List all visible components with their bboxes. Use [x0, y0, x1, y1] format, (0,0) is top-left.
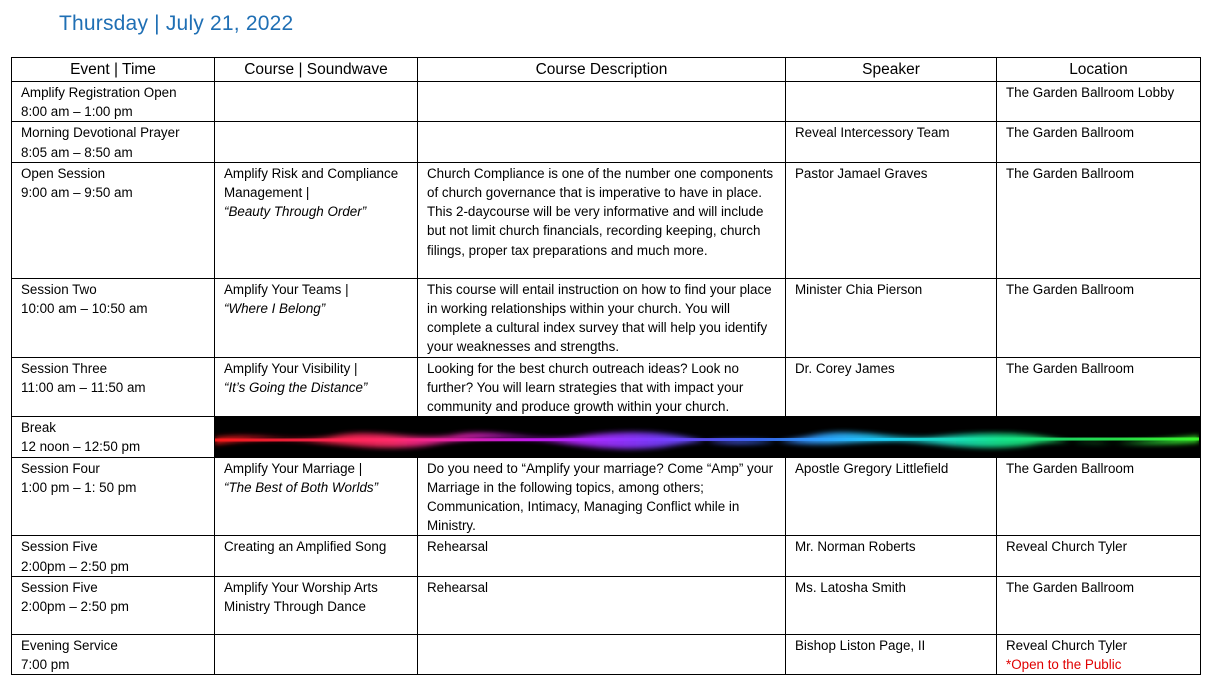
course-title: Amplify Your Teams |: [224, 281, 349, 297]
location-cell: The Garden Ballroom Lobby: [997, 82, 1201, 122]
speaker-cell: Mr. Norman Roberts: [786, 536, 997, 576]
description-cell: [418, 82, 786, 122]
description-cell: Rehearsal: [418, 536, 786, 576]
description-cell: Church Compliance is one of the number one components of church governance that is imperative to have in place. This 2-daycourse will be very informative and will include but not limit church financials, recording keeping, church filings, proper tax preparations and much more.: [418, 162, 786, 278]
description-cell: Rehearsal: [418, 576, 786, 634]
course-cell: [215, 357, 418, 417]
event-time: 10:00 am – 10:50 am: [21, 301, 148, 317]
header-description: Course Description: [418, 58, 786, 82]
header-event-time: Event | Time: [12, 58, 215, 82]
table-row: [12, 634, 1201, 674]
speaker-cell: Apostle Gregory Littlefield: [786, 457, 997, 536]
table-row: [12, 162, 1201, 278]
location-cell: Reveal Church Tyler: [997, 536, 1201, 576]
speaker-cell: [786, 82, 997, 122]
location-cell: The Garden Ballroom: [997, 576, 1201, 634]
course-cell: [215, 122, 418, 162]
speaker-cell: Reveal Intercessory Team: [786, 122, 997, 162]
description-cell: [418, 634, 786, 674]
course-cell: Creating an Amplified Song: [215, 536, 418, 576]
course-cell: [215, 278, 418, 357]
header-location: Location: [997, 58, 1201, 82]
location-cell: The Garden Ballroom: [997, 162, 1201, 278]
event-time: 9:00 am – 9:50 am: [21, 185, 133, 201]
event-cell: [12, 634, 215, 674]
course-subtitle: “Where I Belong”: [224, 301, 326, 317]
event-cell: [12, 576, 215, 634]
table-row: [12, 278, 1201, 357]
course-cell: [215, 457, 418, 536]
course-title: Amplify Your Marriage |: [224, 460, 363, 476]
page-date-heading: Thursday | July 21, 2022: [59, 12, 294, 35]
table-row: [12, 536, 1201, 576]
speaker-cell: Ms. Latosha Smith: [786, 576, 997, 634]
table-row-break: [12, 417, 1201, 457]
event-time: 8:05 am – 8:50 am: [21, 144, 133, 160]
speaker-cell: Bishop Liston Page, II: [786, 634, 997, 674]
event-cell: [12, 278, 215, 357]
event-name: Evening Service: [21, 637, 118, 653]
location-cell: The Garden Ballroom: [997, 357, 1201, 417]
event-cell: [12, 457, 215, 536]
event-name: Session Two: [21, 281, 97, 297]
location-note: *Open to the Public: [1006, 657, 1122, 673]
event-time: 8:00 am – 1:00 pm: [21, 104, 133, 120]
course-subtitle: “It’s Going the Distance”: [224, 379, 368, 395]
description-cell: [418, 122, 786, 162]
soundwave-graphic: [215, 417, 1199, 456]
location-name: Reveal Church Tyler: [1006, 637, 1128, 653]
table-row: [12, 357, 1201, 417]
event-name: Session Five: [21, 539, 98, 555]
speaker-cell: Dr. Corey James: [786, 357, 997, 417]
event-cell: [12, 536, 215, 576]
course-cell: [215, 82, 418, 122]
event-name: Amplify Registration Open: [21, 85, 177, 100]
speaker-cell: Minister Chia Pierson: [786, 278, 997, 357]
course-subtitle: “The Best of Both Worlds”: [224, 479, 379, 495]
event-name: Morning Devotional Prayer: [21, 125, 180, 141]
event-cell: [12, 357, 215, 417]
event-time: 7:00 pm: [21, 657, 70, 673]
header-speaker: Speaker: [786, 58, 997, 82]
event-name: Open Session: [21, 165, 106, 181]
course-title: Amplify Your Worship Arts Ministry Through Dance: [224, 579, 378, 615]
event-time: 11:00 am – 11:50 am: [21, 379, 146, 395]
event-cell: [12, 417, 215, 457]
event-time: 12 noon – 12:50 pm: [21, 439, 141, 455]
event-cell: [12, 122, 215, 162]
location-cell: The Garden Ballroom: [997, 122, 1201, 162]
course-title: Amplify Risk and Compliance Management |: [224, 165, 399, 201]
course-cell: [215, 634, 418, 674]
event-name: Session Three: [21, 360, 108, 376]
table-row: [12, 122, 1201, 162]
course-cell: [215, 162, 418, 278]
location-cell: The Garden Ballroom: [997, 278, 1201, 357]
description-cell: Looking for the best church outreach ideas? Look no further? You will learn strategies that with impact your community and produce growth within your church.: [418, 357, 786, 417]
description-cell: Do you need to “Amplify your marriage? Come “Amp” your Marriage in the following topics, among others; Communication, Intimacy, Managing Conflict while in Ministry.: [418, 457, 786, 536]
description-cell: This course will entail instruction on how to find your place in working relationships within your church. You will complete a cultural index survey that will help you identify your weaknesses and strengths.: [418, 278, 786, 357]
event-name: Break: [21, 420, 56, 436]
table-header-row: [12, 58, 1201, 82]
schedule-table: [11, 57, 1201, 675]
course-title: Amplify Your Visibility |: [224, 360, 358, 376]
event-time: 2:00pm – 2:50 pm: [21, 599, 129, 615]
course-subtitle: “Beauty Through Order”: [224, 204, 367, 220]
event-name: Session Four: [21, 460, 100, 476]
course-cell: [215, 576, 418, 634]
location-cell: The Garden Ballroom: [997, 457, 1201, 536]
location-cell: [997, 634, 1201, 674]
table-row: [12, 576, 1201, 634]
soundwave-banner: [215, 417, 1201, 457]
event-time: 1:00 pm – 1: 50 pm: [21, 479, 137, 495]
header-course: Course | Soundwave: [215, 58, 418, 82]
event-time: 2:00pm – 2:50 pm: [21, 558, 129, 574]
event-cell: [12, 82, 215, 122]
event-cell: [12, 162, 215, 278]
speaker-cell: Pastor Jamael Graves: [786, 162, 997, 278]
table-row: [12, 457, 1201, 536]
event-name: Session Five: [21, 579, 98, 595]
table-row: [12, 82, 1201, 122]
